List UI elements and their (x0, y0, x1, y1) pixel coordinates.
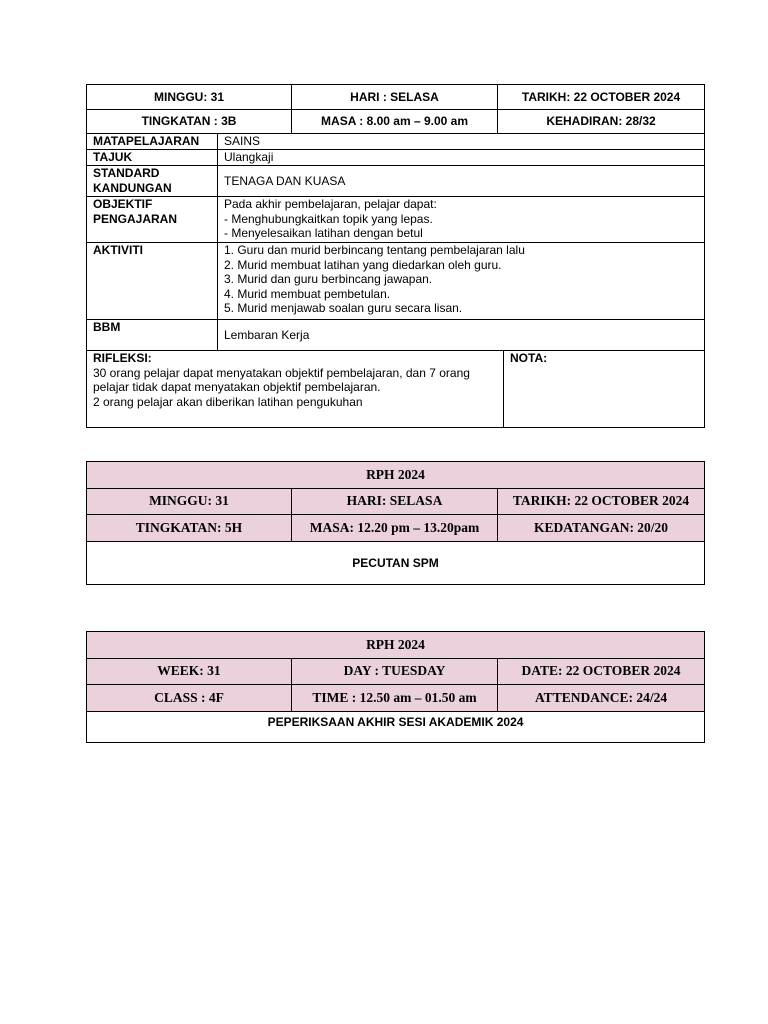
rph3-day: DAY : TUESDAY (292, 659, 498, 685)
rph3-attendance: ATTENDANCE: 24/24 (498, 685, 705, 712)
rph-table-2 (86, 461, 705, 585)
rph3-time: TIME : 12.50 am – 01.50 am (292, 685, 498, 712)
rph2-masa: MASA: 12.20 pm – 13.20pam (292, 515, 498, 542)
rph2-hari: HARI: SELASA (292, 489, 498, 515)
rph3-week: WEEK: 31 (87, 659, 292, 685)
matapelajaran-label: MATAPELAJARAN (87, 134, 218, 150)
rph2-body: PECUTAN SPM (87, 542, 705, 585)
rph2-kedatangan: KEDATANGAN: 20/20 (498, 515, 705, 542)
bbm-label: BBM (87, 320, 218, 351)
objektif-label-line2: PENGAJARAN (93, 211, 178, 226)
standard-label-line1: STANDARD (93, 166, 160, 180)
rph3-title: RPH 2024 (87, 632, 705, 659)
objektif-line: - Menghubungkaitkan topik yang lepas. (224, 211, 433, 226)
standard-label (87, 166, 218, 197)
kehadiran-cell: KEHADIRAN: 28/32 (498, 110, 705, 134)
aktiviti-value (218, 243, 705, 320)
objektif-line: - Menyelesaikan latihan dengan betul (224, 226, 423, 240)
rph2-minggu: MINGGU: 31 (87, 489, 292, 515)
matapelajaran-value: SAINS (218, 134, 705, 150)
objektif-label (87, 197, 218, 243)
nota-cell: NOTA: (504, 351, 705, 428)
objektif-line: Pada akhir pembelajaran, pelajar dapat: (224, 197, 437, 211)
rph2-tarikh: TARIKH: 22 OCTOBER 2024 (498, 489, 705, 515)
rph2-tingkatan: TINGKATAN: 5H (87, 515, 292, 542)
refleksi-line: 2 orang pelajar akan diberikan latihan pengukuhan (93, 394, 363, 409)
refleksi-line: 30 orang pelajar dapat menyatakan objektif pembelajaran, dan 7 orang (93, 365, 470, 380)
hari-cell: HARI : SELASA (292, 85, 498, 110)
aktiviti-line: 1. Guru dan murid berbincang tentang pembelajaran lalu (224, 243, 525, 257)
rph3-class: CLASS : 4F (87, 685, 292, 712)
minggu-cell: MINGGU: 31 (87, 85, 292, 110)
tajuk-value: Ulangkaji (218, 150, 705, 166)
rph-table-3 (86, 631, 705, 743)
bbm-value: Lembaran Kerja (218, 320, 705, 351)
aktiviti-label: AKTIVITI (87, 243, 218, 320)
aktiviti-line: 5. Murid menjawab soalan guru secara lisan. (224, 301, 463, 315)
standard-value: TENAGA DAN KUASA (218, 166, 705, 197)
aktiviti-line: 3. Murid dan guru berbincang jawapan. (224, 272, 433, 286)
aktiviti-line: 2. Murid membuat latihan yang diedarkan oleh guru. (224, 257, 502, 272)
objektif-value (218, 197, 705, 243)
refleksi-label: RIFLEKSI: (93, 351, 152, 365)
rph3-body: PEPERIKSAAN AKHIR SESI AKADEMIK 2024 (87, 712, 705, 743)
tajuk-label: TAJUK (87, 150, 218, 166)
masa-cell: MASA : 8.00 am – 9.00 am (292, 110, 498, 134)
rph3-date: DATE: 22 OCTOBER 2024 (498, 659, 705, 685)
rph-table-main (86, 84, 705, 428)
tarikh-cell: TARIKH: 22 OCTOBER 2024 (498, 85, 705, 110)
refleksi-line: pelajar tidak dapat menyatakan objektif pembelajaran. (93, 380, 381, 394)
refleksi-cell (87, 351, 504, 428)
objektif-label-line1: OBJEKTIF (93, 197, 153, 211)
tingkatan-cell: TINGKATAN : 3B (87, 110, 292, 134)
aktiviti-line: 4. Murid membuat pembetulan. (224, 286, 391, 301)
rph2-title: RPH 2024 (87, 462, 705, 489)
standard-label-line2: KANDUNGAN (93, 180, 172, 195)
